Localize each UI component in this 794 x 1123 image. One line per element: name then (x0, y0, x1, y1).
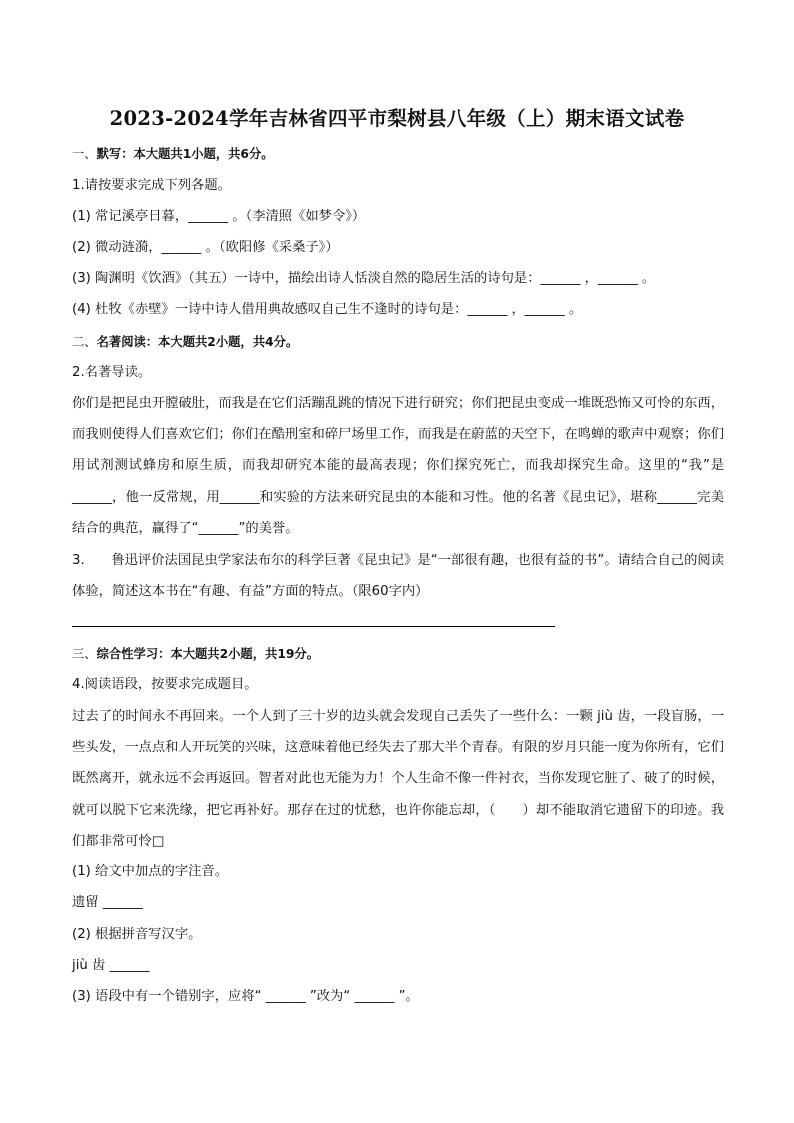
question-4-sub-2-answer: jiù 齿 ______ (72, 958, 150, 973)
question-4-sub-3: (3) 语段中有一个错别字，应将“ ______ ”改为“ ______ ”。 (72, 989, 419, 1004)
question-1-item-3: (3) 陶渊明《饮酒》（其五）一诗中，描绘出诗人恬淡自然的隐居生活的诗句是：______ ，______ 。 (72, 271, 656, 286)
question-1-item-4: (4) 杜牧《赤壁》一诗中诗人借用典故感叹自己生不逢时的诗句是：______ ，______ 。 (72, 302, 583, 317)
question-1-item-1: (1) 常记溪亭日暮，______ 。（李清照《如梦令》） (72, 209, 366, 224)
section-1-title: 默写：本大题共1小题，共6分。 (96, 147, 274, 161)
question-3-answer-line[interactable] (72, 626, 555, 627)
exam-title: 2023-2024学年吉林省四平市梨树县八年级（上）期末语文试卷 (109, 107, 685, 130)
question-1-item-2: (2) 微动涟漪，______ 。（欧阳修《采桑子》） (72, 240, 339, 255)
question-3-stem: 3. 鲁迅评价法国昆虫学家法布尔的科学巨著《昆虫记》是“一部很有趣，也很有益的书”。请结合自己的阅读体验，简述这本书在“有趣、有益”方面的特点。（限60字内） (72, 553, 724, 600)
question-4-sub-1: (1) 给文中加点的字注音。 (72, 864, 229, 879)
section-1-heading (72, 145, 274, 163)
section-2-heading (72, 333, 298, 351)
section-3-number: 三、 (72, 647, 97, 661)
question-1-stem: 1.请按要求完成下列各题。 (72, 178, 231, 193)
question-4-stem: 4.阅读语段，按要求完成题目。 (72, 677, 258, 692)
question-2-stem: 2.名著导读。 (72, 365, 152, 380)
section-2-number: 二、 (72, 335, 97, 349)
section-3-title: 综合性学习：本大题共2小题，共19分。 (96, 647, 320, 661)
question-2-passage: 你们是把昆虫开膛破肚，而我是在它们活蹦乱跳的情况下进行研究；你们把昆虫变成一堆既恐怖又可怜的东西，而我则使得人们喜欢它们；你们在酷刑室和碎尸场里工作，而我是在蔚蓝的天空下，在鸣蝉的歌声中观察；你们用试剂测试蜂房和原生质，而我却研究本能的最高表现；你们探究死亡，而我却探究生命。这里的“我”是______，他一反常规，用______和实验的方法来研究昆虫的本能和习性。他的名著《昆虫记》，堪称______完美结合的典范，赢得了“______”的美誉。 (72, 396, 724, 536)
section-3-heading (72, 645, 319, 663)
section-1-number: 一、 (72, 147, 97, 161)
section-2-title: 名著阅读：本大题共2小题，共4分。 (96, 335, 299, 349)
question-4-sub-2: (2) 根据拼音写汉字。 (72, 927, 202, 942)
question-4-passage: 过去了的时间永不再回来。一个人到了三十岁的边头就会发现自己丢失了一些什么：一颗 jiù 齿，一段盲肠，一些头发，一点点和人开玩笑的兴味，这意味着他已经失去了那大半个青春。有限的岁月只能一度为你所有，它们既然离开，就永远不会再返回。智者对此也无能为力！个人生命不像一件衬衣，当你发现它脏了、破了的时候，就可以脱下它来洗缘，把它再补好。那存在过的忧愁，也许你能忘却，（ ）却不能取消它遗留下的印迹。我们都非常可怜□ (72, 709, 724, 849)
question-4-sub-1-answer: 遗留 ______ (72, 895, 143, 910)
